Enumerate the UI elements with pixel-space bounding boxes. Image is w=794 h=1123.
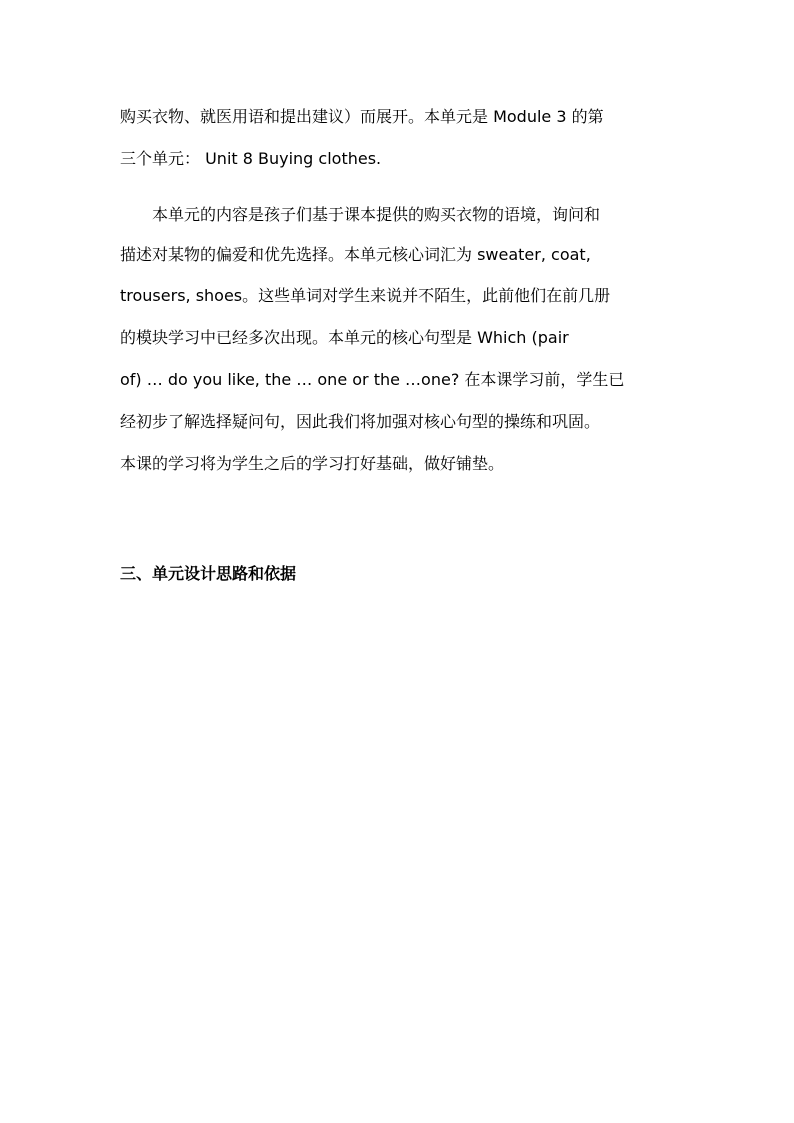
paragraph-1-line-2: 三个单元： Unit 8 Buying clothes.	[120, 149, 382, 168]
paragraph-1-line-1: 购买衣物、就医用语和提出建议）而展开。本单元是 Module 3 的第	[120, 107, 604, 126]
paragraph-2-line-1: 本单元的内容是孩子们基于课本提供的购买衣物的语境，询问和	[152, 205, 601, 224]
paragraph-2-line-4: 的模块学习中已经多次出现。本单元的核心句型是 Which (pair	[120, 328, 569, 347]
paragraph-2-line-7: 本课的学习将为学生之后的学习打好基础，做好铺垫。	[120, 454, 505, 473]
paragraph-2-line-2: 描述对某物的偏爱和优先选择。本单元核心词汇为 sweater, coat,	[120, 245, 591, 264]
section-heading: 三、单元设计思路和依据	[120, 564, 297, 583]
paragraph-2-line-5: of) … do you like, the … one or the …one? 在本课学习前，学生已	[120, 370, 625, 389]
paragraph-2-line-3: trousers, shoes。这些单词对学生来说并不陌生，此前他们在前几册	[120, 286, 611, 305]
paragraph-2-line-6: 经初步了解选择疑问句，因此我们将加强对核心句型的操练和巩固。	[120, 412, 601, 431]
